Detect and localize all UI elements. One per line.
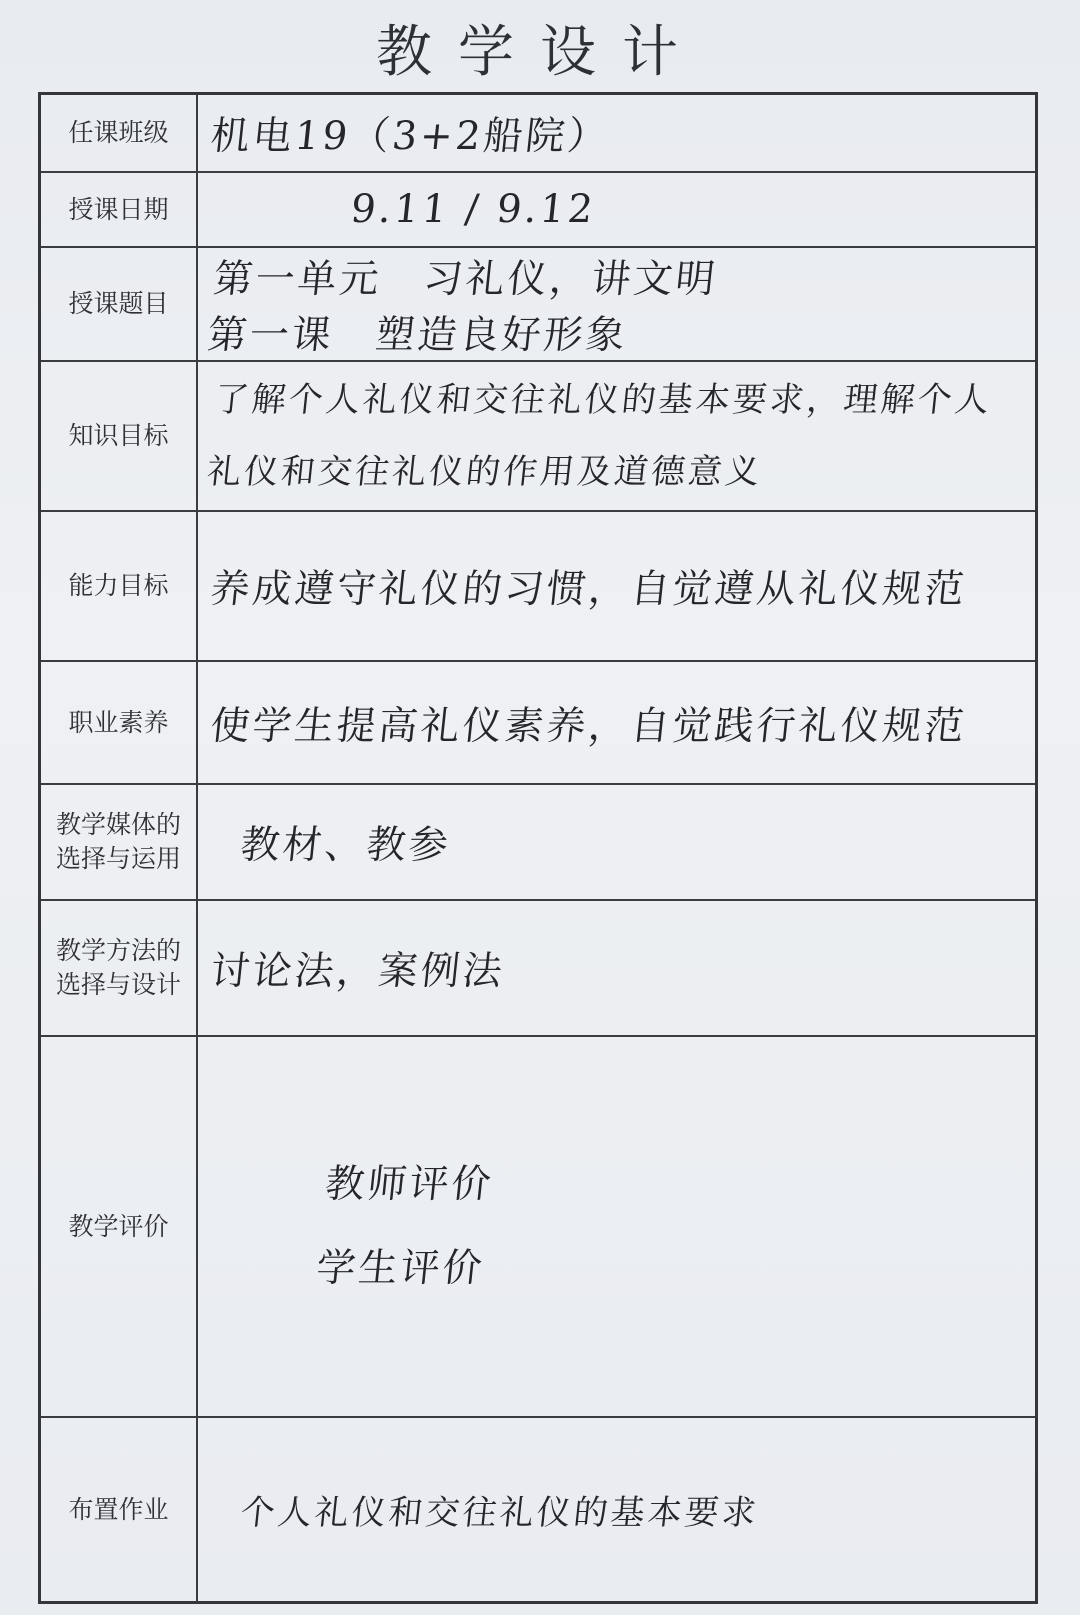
value-line: 个人礼仪和交往礼仪的基本要求 <box>238 1493 761 1533</box>
row-evaluation <box>41 1037 1035 1418</box>
label-homework: 布置作业 <box>68 1494 169 1524</box>
value-line: 了解个人礼仪和交往礼仪的基本要求，理解个人 <box>212 380 994 420</box>
value-ability-goal <box>203 512 1033 660</box>
value-evaluation <box>191 1037 1045 1416</box>
page-title: 教学设计 <box>376 20 704 85</box>
label-class: 任课班级 <box>68 118 169 147</box>
label-topic: 授课题目 <box>68 289 169 318</box>
label-line: 选择与运用 <box>55 844 181 873</box>
label-knowledge-goal: 知识目标 <box>68 421 169 450</box>
value-line: 第一课 塑造良好形象 <box>205 313 631 358</box>
value-line: 第一单元 习礼仪，讲文明 <box>211 257 720 302</box>
value-professional-quality <box>205 662 1032 783</box>
label-line: 教学媒体的 <box>55 810 181 839</box>
label-professional-quality: 职业素养 <box>68 707 169 737</box>
row-ability-goal <box>41 512 1035 662</box>
label-ability-goal: 能力目标 <box>68 571 169 600</box>
row-topic <box>41 248 1035 362</box>
label-teaching-method <box>41 901 196 1035</box>
value-line: 使学生提高礼仪素养，自觉践行礼仪规范 <box>208 703 970 749</box>
value-line: 9.11 / 9.12 <box>348 187 598 232</box>
label-line: 选择与设计 <box>55 970 181 999</box>
value-line: 讨论法，案例法 <box>208 949 508 994</box>
label-date: 授课日期 <box>68 194 169 224</box>
label-line: 教学方法的 <box>55 936 181 965</box>
value-knowledge-goal <box>203 362 1033 510</box>
row-homework <box>41 1418 1035 1601</box>
value-line: 学生评价 <box>314 1245 488 1291</box>
value-line: 教材、教参 <box>238 823 454 868</box>
row-class <box>41 95 1035 173</box>
value-line: 养成遵守礼仪的习惯，自觉遵从礼仪规范 <box>208 567 970 612</box>
row-knowledge-goal <box>41 362 1035 512</box>
value-teaching-media <box>205 785 1031 899</box>
value-line: 教师评价 <box>323 1161 496 1207</box>
value-line: 机电19（3+2船院） <box>208 114 612 159</box>
value-teaching-method <box>204 901 1032 1035</box>
row-date <box>41 173 1035 248</box>
label-teaching-media <box>41 785 196 899</box>
value-date <box>207 173 1029 246</box>
row-teaching-media <box>41 785 1035 901</box>
label-evaluation: 教学评价 <box>68 1211 169 1241</box>
value-class <box>207 95 1029 171</box>
row-teaching-method <box>41 901 1035 1037</box>
form-table <box>38 92 1038 1604</box>
value-line: 礼仪和交往礼仪的作用及道德意义 <box>205 452 765 492</box>
value-homework <box>201 1418 1034 1601</box>
row-professional-quality <box>41 662 1035 785</box>
value-topic <box>205 248 1031 360</box>
